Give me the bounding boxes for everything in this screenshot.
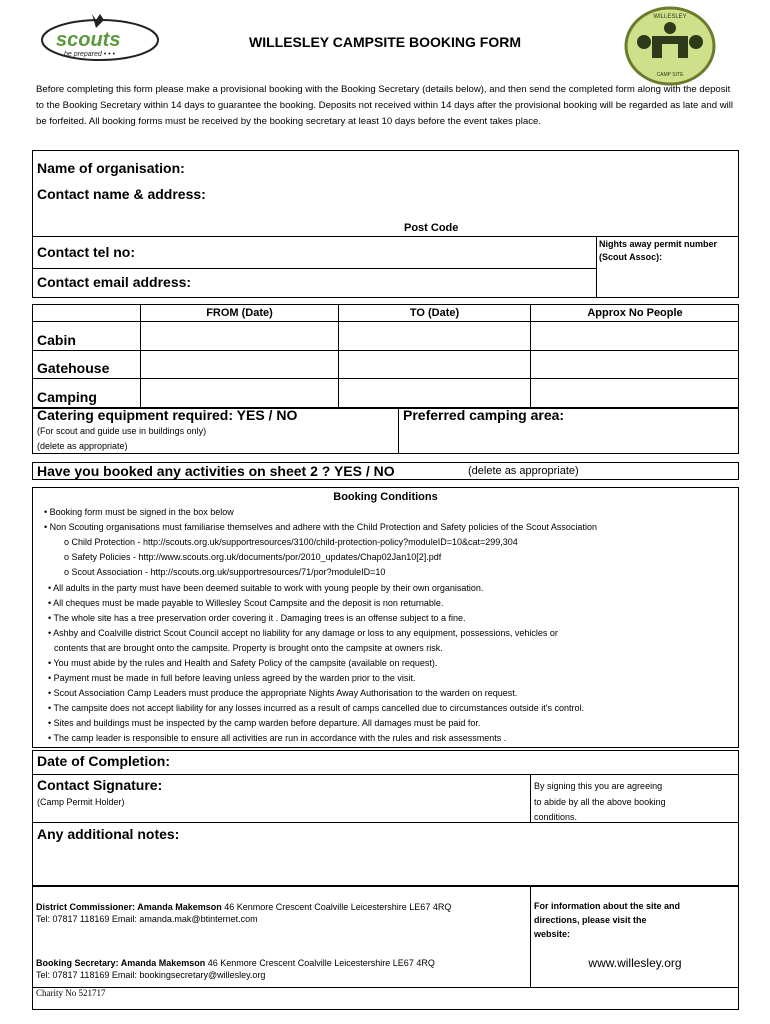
table-header-from: FROM (Date): [206, 307, 273, 319]
website-link[interactable]: www.willesley.org: [588, 956, 682, 970]
info-text-3: website:: [534, 929, 571, 939]
booking-secretary: [36, 958, 435, 968]
activities-label: Have you booked any activities on sheet 2 ? YES / NO: [37, 463, 395, 479]
district-commissioner-label: District Commissioner: Amanda Makemson: [36, 902, 222, 912]
booking-secretary-contact: Tel: 07817 118169 Email: bookingsecretary@willesley.org: [36, 970, 266, 980]
district-commissioner-contact: Tel: 07817 118169 Email: amanda.mak@btinternet.com: [36, 914, 258, 924]
catering-label: Catering equipment required: YES / NO: [37, 407, 298, 423]
scouts-logo-text: scouts: [56, 29, 121, 51]
form-title: WILLESLEY CAMPSITE BOOKING FORM: [249, 34, 521, 50]
agreement-text-3: conditions.: [534, 812, 578, 822]
postcode-label: Post Code: [404, 222, 459, 234]
contact-tel-label: Contact tel no:: [37, 244, 135, 260]
condition-item: • You must abide by the rules and Health and Safety Policy of the campsite (available on request).: [48, 658, 438, 668]
table-header-people: Approx No People: [587, 307, 683, 319]
badge-bottom-text: CAMP SITE: [656, 72, 684, 78]
info-text: For information about the site and: [534, 901, 680, 911]
condition-item: • Scout Association Camp Leaders must produce the appropriate Nights Away Authorisation to the warden on request.: [48, 688, 518, 698]
booking-secretary-address: 46 Kenmore Crescent Coalville Leicestershire LE67 4RQ: [205, 958, 435, 968]
catering-note: (For scout and guide use in buildings only): [37, 426, 207, 436]
condition-subitem: o Child Protection - http://scouts.org.uk/supportresources/3100/child-protection-policy?moduleID=10&cat=299,304: [64, 537, 518, 547]
completion-block: [32, 750, 739, 886]
condition-item: • Non Scouting organisations must familiarise themselves and adhere with the Child Protection and Safety policies of the Scout Association: [44, 522, 597, 532]
contact-name-address-label: Contact name & address:: [37, 186, 206, 202]
agreement-text: By signing this you are agreeing: [534, 781, 663, 791]
organisation-label: Name of organisation:: [37, 160, 185, 176]
condition-item: • Ashby and Coalville district Scout Council accept no liability for any damage or loss to any equipment, possessions, vehicles or: [48, 628, 558, 638]
info-text-2: directions, please visit the: [534, 915, 647, 925]
condition-item: • Booking form must be signed in the box below: [44, 507, 234, 517]
condition-item: • Sites and buildings must be inspected by the camp warden before departure. All damages must be paid for.: [48, 718, 481, 728]
district-commissioner-address: 46 Kenmore Crescent Coalville Leicestershire LE67 4RQ: [221, 902, 452, 912]
activities-note: (delete as appropriate): [468, 465, 579, 477]
table-header-to: TO (Date): [409, 307, 460, 319]
condition-item: • The camp leader is responsible to ensure all activities are run in accordance with the rules and risk assessments .: [48, 733, 507, 743]
condition-item: • The campsite does not accept liability for any losses incurred as a result of camps cancelled due to circumstances outside it's control.: [48, 703, 584, 713]
condition-item-continued: contents that are brought onto the campsite. Property is brought onto the campsite at owners risk.: [54, 643, 443, 653]
booking-secretary-label: Booking Secretary: Amanda Makemson: [36, 958, 206, 968]
additional-notes-label: Any additional notes:: [37, 826, 180, 842]
agreement-text-2: to abide by all the above booking: [534, 797, 666, 807]
condition-item: • All cheques must be made payable to Willesley Scout Campsite and the deposit is non returnable.: [48, 598, 444, 608]
intro-paragraph: Before completing this form please make a provisional booking with the Booking Secretary (details below), and then send the completed form along with the deposit to the Booking Secretary within 14 days to guarantee the booking. Deposits not received within 14 days after the provisional booking will be regarded as late and will be forfeited. All booking forms must be received by the booking secretary at least 10 days before the event takes place.: [36, 84, 734, 127]
signature-note: (Camp Permit Holder): [37, 797, 125, 807]
contact-email-label: Contact email address:: [37, 274, 192, 290]
nights-away-label: Nights away permit number: [599, 239, 718, 249]
camping-area-label: Preferred camping area:: [403, 407, 565, 423]
date-of-completion-label: Date of Completion:: [37, 753, 170, 769]
condition-item: • Payment must be made in full before leaving unless agreed by the warden prior to the visit.: [48, 673, 416, 683]
charity-number: Charity No 521717: [36, 988, 106, 998]
conditions-title: Booking Conditions: [333, 491, 438, 503]
table-row-camping: Camping: [37, 389, 97, 405]
table-row-cabin: Cabin: [37, 332, 76, 348]
district-commissioner: [36, 902, 451, 912]
condition-item: • The whole site has a tree preservation order covering it . Damaging trees is an offense subject to a fine.: [48, 613, 466, 623]
condition-item: • All adults in the party must have been deemed suitable to work with young people by their own organisation.: [48, 583, 484, 593]
catering-delete-note: (delete as appropriate): [37, 441, 128, 451]
table-row-gatehouse: Gatehouse: [37, 360, 110, 376]
condition-subitem: o Scout Association - http://scouts.org.uk/supportresources/71/por?moduleID=10: [64, 567, 386, 577]
scouts-logo-tagline: be prepared • • •: [64, 51, 115, 58]
badge-top-text: WILLESLEY: [653, 14, 687, 20]
nights-away-label-2: (Scout Assoc):: [599, 252, 663, 262]
condition-subitem: o Safety Policies - http://www.scouts.org.uk/documents/por/2010_updates/Chap02Jan10[2].pdf: [64, 552, 442, 562]
booking-table: [32, 304, 739, 408]
contact-signature-label: Contact Signature:: [37, 777, 163, 793]
